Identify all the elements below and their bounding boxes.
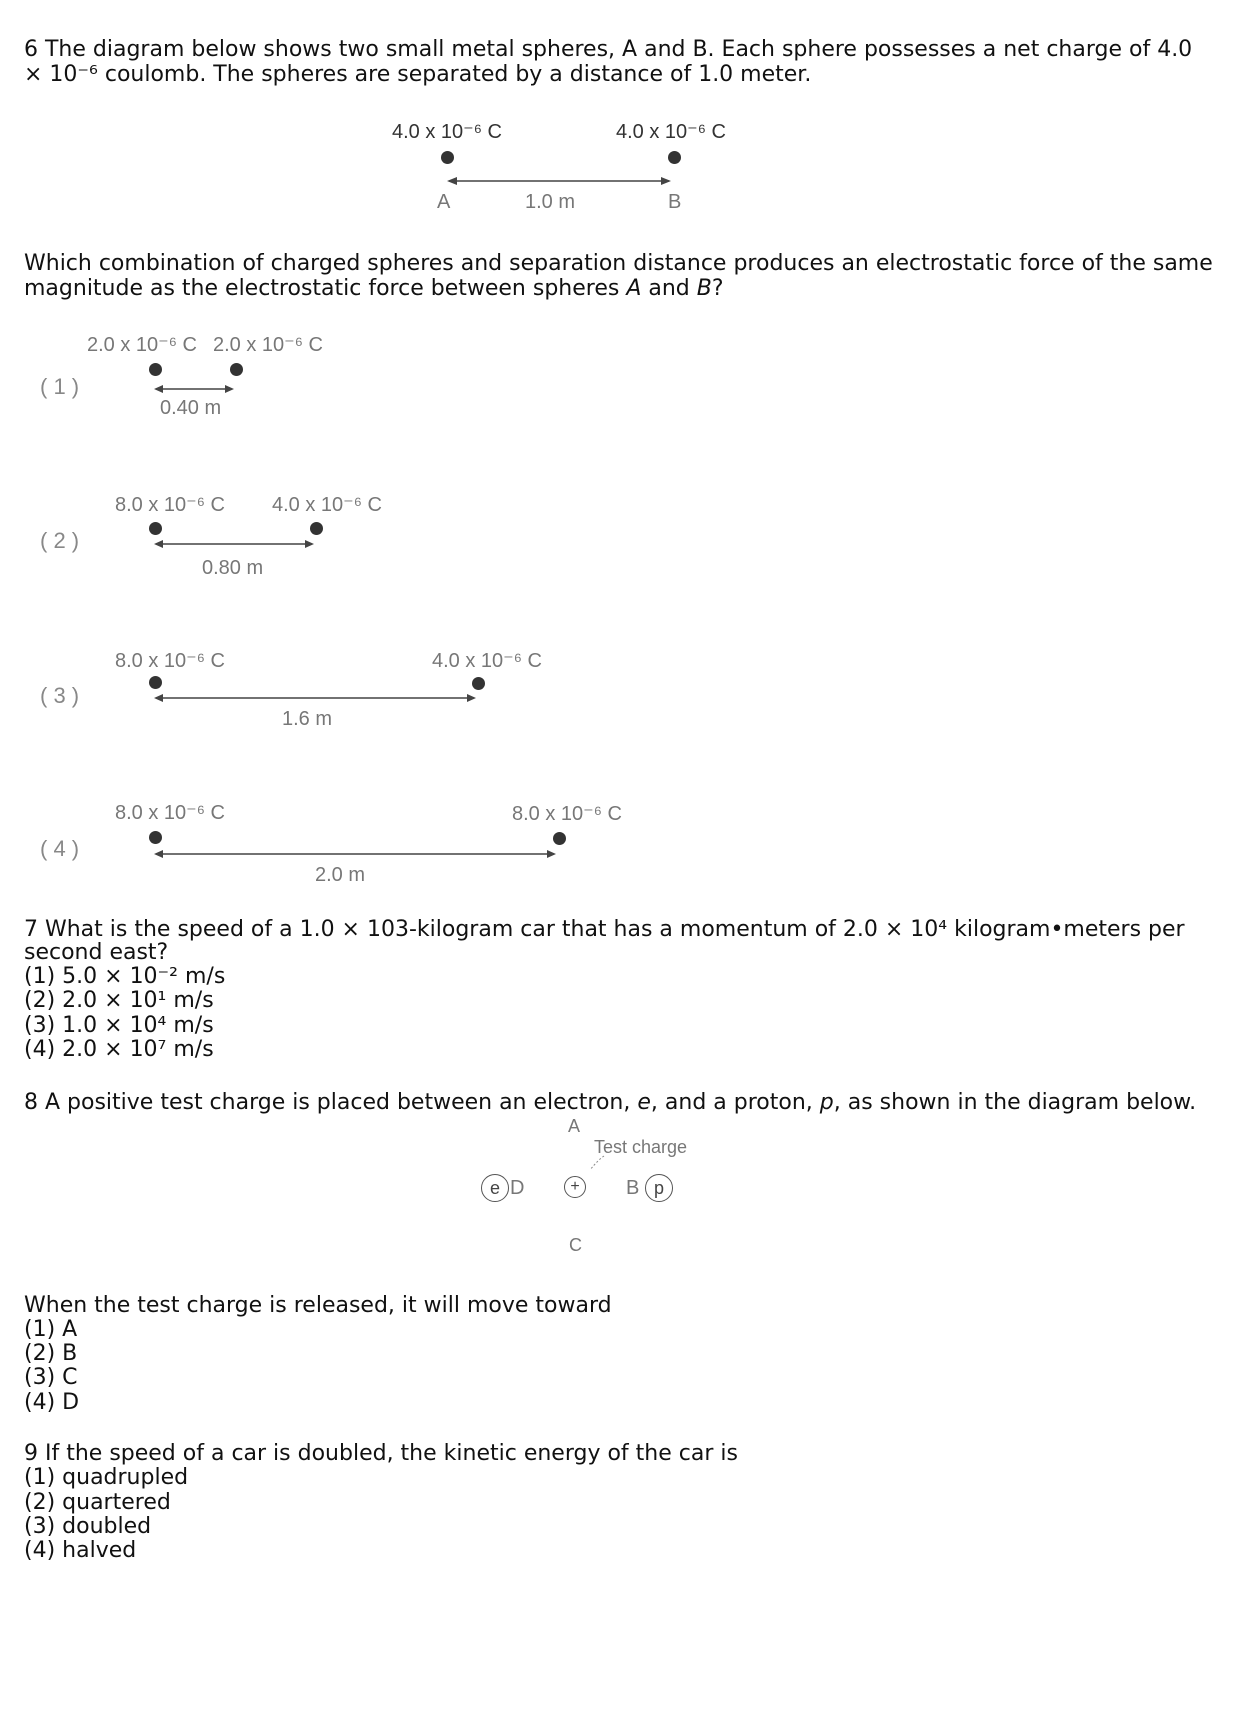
q6-stem-line-1: 6 The diagram below shows two small metal spheres, A and B. Each sphere possesses a net charge of 4.0 xyxy=(24,37,1193,62)
q7-stem-line-2: second east? xyxy=(24,940,169,965)
choice-charge-right: 4.0 x 10⁻⁶ C xyxy=(432,650,542,672)
q9-option-1[interactable]: (1) quadrupled xyxy=(24,1465,189,1490)
test-charge-label: Test charge xyxy=(594,1137,688,1157)
q8-option-3[interactable]: (3) C xyxy=(24,1365,78,1390)
sphere-right xyxy=(472,677,485,690)
q9-stem-line-1: 9 If the speed of a car is doubled, the kinetic energy of the car is xyxy=(24,1441,738,1466)
q9-option-2[interactable]: (2) quartered xyxy=(24,1490,171,1515)
sphere-left xyxy=(149,831,162,844)
choice-charge-left: 8.0 x 10⁻⁶ C xyxy=(115,802,225,824)
choice-number: ( 3 ) xyxy=(40,683,80,708)
choice-distance: 0.80 m xyxy=(202,557,264,579)
sphere-a xyxy=(441,151,454,164)
sphere-label-b: B xyxy=(668,191,682,213)
q7-option-1[interactable]: (1) 5.0 × 10⁻² m/s xyxy=(24,964,226,989)
sphere-right xyxy=(553,832,566,845)
q7-option-3[interactable]: (3) 1.0 × 10⁴ m/s xyxy=(24,1013,214,1038)
test-charge-circle: + xyxy=(564,1176,586,1198)
test-charge-pointer xyxy=(584,1154,608,1174)
q6-question-line-1: Which combination of charged spheres and separation distance produces an electrostatic force of the same xyxy=(24,251,1213,276)
charge-label-b: 4.0 x 10⁻⁶ C xyxy=(616,121,726,143)
q8-question: When the test charge is released, it will move toward xyxy=(24,1293,612,1318)
sphere-label-a: A xyxy=(437,191,451,213)
point-label-d: D xyxy=(510,1177,525,1199)
electron-circle: e xyxy=(481,1174,509,1202)
choice-number: ( 1 ) xyxy=(40,374,80,399)
point-label-b: B xyxy=(626,1177,640,1199)
point-label-a: A xyxy=(568,1116,581,1136)
q7-stem-line-1: 7 What is the speed of a 1.0 × 103-kilogram car that has a momentum of 2.0 × 10⁴ kilogram•meters per xyxy=(24,917,1185,942)
charge-label-a: 4.0 x 10⁻⁶ C xyxy=(392,121,502,143)
q9-option-4[interactable]: (4) halved xyxy=(24,1538,137,1563)
point-label-c: C xyxy=(569,1235,582,1255)
sphere-left xyxy=(149,363,162,376)
choice-charge-left: 8.0 x 10⁻⁶ C xyxy=(115,494,225,516)
choice-charge-left: 2.0 x 10⁻⁶ C xyxy=(87,334,197,356)
choice-charge-right: 4.0 x 10⁻⁶ C xyxy=(272,494,382,516)
sphere-left xyxy=(149,522,162,535)
choice-charge-right: 2.0 x 10⁻⁶ C xyxy=(213,334,323,356)
choice-charge-left: 8.0 x 10⁻⁶ C xyxy=(115,650,225,672)
sphere-b xyxy=(668,151,681,164)
q8-option-2[interactable]: (2) B xyxy=(24,1341,78,1366)
q9-option-3[interactable]: (3) doubled xyxy=(24,1514,152,1539)
sphere-right xyxy=(310,522,323,535)
choice-number: ( 4 ) xyxy=(40,836,80,861)
q6-question-line-2: magnitude as the electrostatic force between spheres A and B? xyxy=(24,276,724,301)
choice-distance: 0.40 m xyxy=(160,397,222,419)
distance-arrow xyxy=(154,383,238,395)
q7-option-4[interactable]: (4) 2.0 × 10⁷ m/s xyxy=(24,1037,214,1062)
sphere-left xyxy=(149,676,162,689)
q6-stem-line-2: × 10⁻⁶ coulomb. The spheres are separated by a distance of 1.0 meter. xyxy=(24,62,812,87)
choice-distance: 1.6 m xyxy=(282,708,333,730)
distance-arrow xyxy=(154,538,318,550)
distance-label: 1.0 m xyxy=(525,191,576,213)
proton-circle: p xyxy=(645,1174,673,1202)
distance-arrow xyxy=(154,848,560,860)
sphere-right xyxy=(230,363,243,376)
choice-distance: 2.0 m xyxy=(315,864,366,886)
distance-arrow xyxy=(154,692,480,704)
q8-stem-line-1: 8 A positive test charge is placed between an electron, e, and a proton, p, as shown in the diagram below. xyxy=(24,1090,1197,1115)
q7-option-2[interactable]: (2) 2.0 × 10¹ m/s xyxy=(24,988,214,1013)
choice-charge-right: 8.0 x 10⁻⁶ C xyxy=(512,803,622,825)
choice-number: ( 2 ) xyxy=(40,528,80,553)
q8-option-4[interactable]: (4) D xyxy=(24,1390,80,1415)
q8-option-1[interactable]: (1) A xyxy=(24,1317,78,1342)
distance-arrow xyxy=(447,175,677,187)
